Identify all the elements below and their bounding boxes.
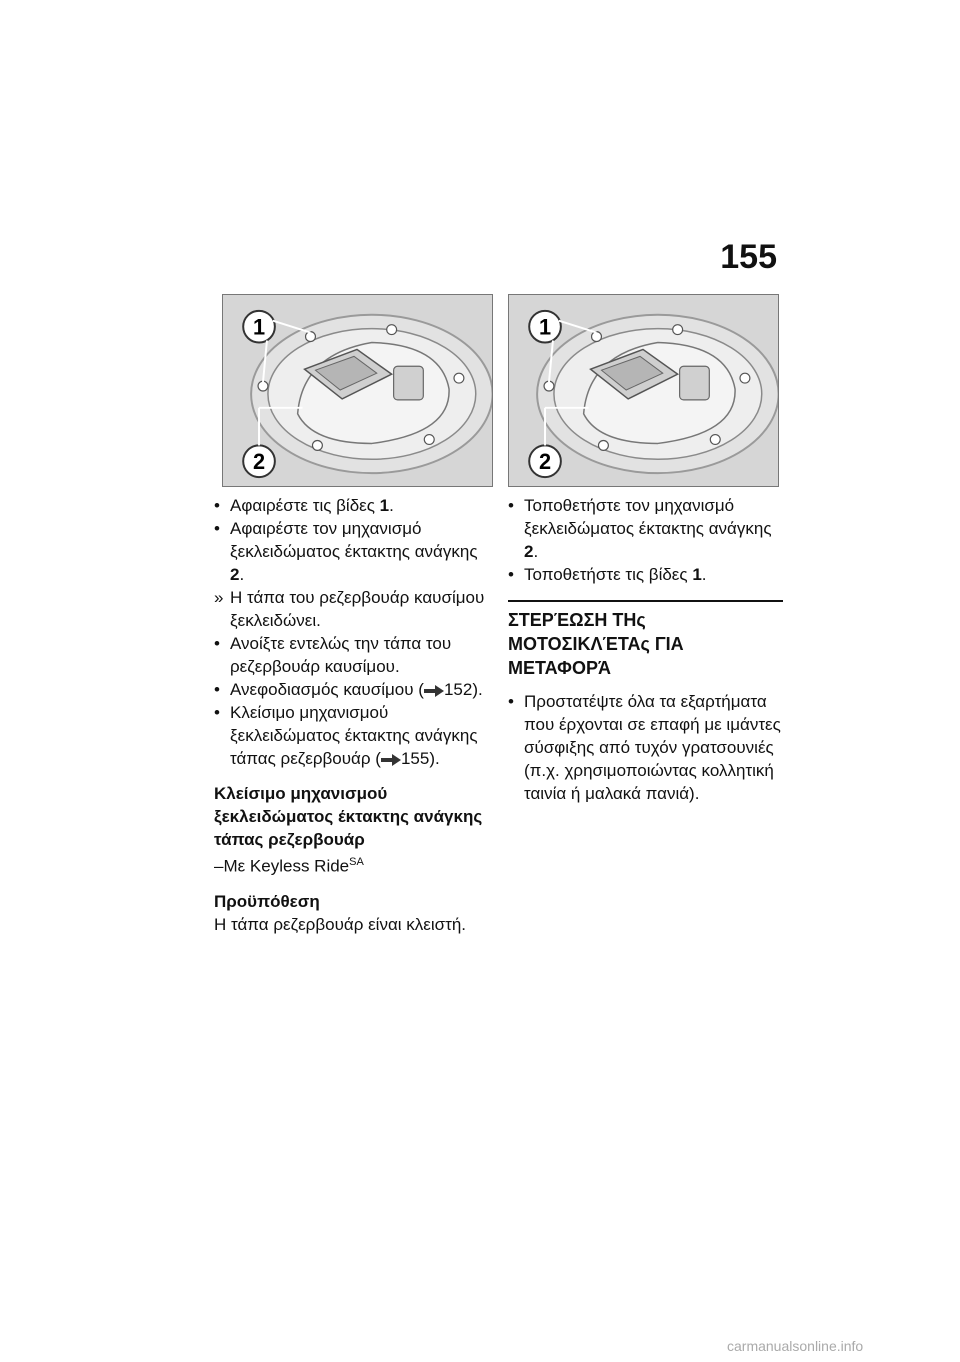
result-cap-unlocked: » Η τάπα του ρεζερβουάρ καυσίμου ξεκλειδώνει. [214, 588, 485, 630]
step-protect-components: • Προστατέψτε όλα τα εξαρτήματα που έρχονται σε επαφή με ιμάντες σύσφιξης από τυχόν γρατσουνιές (π.χ. χρησιμοποιώντας κολλητική ταινία ή μαλακά πανιά). [508, 692, 781, 803]
page-ref-link[interactable]: 152 [443, 680, 473, 699]
fuel-cap-illustration [509, 295, 778, 486]
option-note: –Με Keyless Ride$^{SA}$ [214, 856, 364, 876]
step-install-screws: • Τοποθετήστε τις βίδες 1. [508, 565, 707, 584]
callout-1-label: 1 [538, 314, 552, 340]
fuel-cap-figure-remove [222, 294, 493, 487]
fuel-cap-figure-install [508, 294, 779, 487]
step-install-release: • Τοποθετήστε τον μηχανισμό ξεκλειδώματος έκτακτης ανάγκης 2. [508, 496, 772, 561]
section-heading: Κλείσιμο μηχανισμού ξεκλειδώματος έκτακτης ανάγκης τάπας ρεζερβουάρ [214, 784, 483, 849]
arrow-right-icon [424, 685, 444, 697]
left-column [214, 494, 489, 936]
callout-2-label: 2 [538, 449, 552, 475]
section-title-transport: ΣΤΕΡΈΩΣΗ ΤΗς ΜΟΤΟΣΙΚΛΈΤΑς ΓΙΑ ΜΕΤΑΦΟΡΆ [508, 600, 783, 680]
step-open-cap: • Ανοίξτε εντελώς την τάπα του ρεζερβουάρ καυσίμου. [214, 634, 452, 676]
step-remove-release: • Αφαιρέστε τον μηχανισμό ξεκλειδώματος έκτακτης ανάγκης 2. [214, 519, 478, 584]
right-column [508, 494, 783, 805]
page-ref-link[interactable]: 155 [400, 749, 430, 768]
callout-1-label: 1 [252, 314, 266, 340]
step-close-release: • Κλείσιμο μηχανισμού ξεκλειδώματος έκτακτης ανάγκης τάπας ρεζερβουάρ ( 155). [214, 703, 478, 768]
fuel-cap-illustration [223, 295, 492, 486]
prerequisite-title: Προϋπόθεση [214, 891, 320, 911]
step-remove-screws: • Αφαιρέστε τις βίδες 1. [214, 496, 394, 515]
footer-watermark: carmanualsonline.info [727, 1338, 864, 1354]
callout-2-label: 2 [252, 449, 266, 475]
step-refuel: • Ανεφοδιασμός καυσίμου ( 152). [214, 680, 483, 699]
arrow-right-icon [381, 754, 401, 766]
prerequisite-text: Η τάπα ρεζερβουάρ είναι κλειστή. [214, 914, 467, 934]
page-number: 155 [720, 238, 777, 276]
